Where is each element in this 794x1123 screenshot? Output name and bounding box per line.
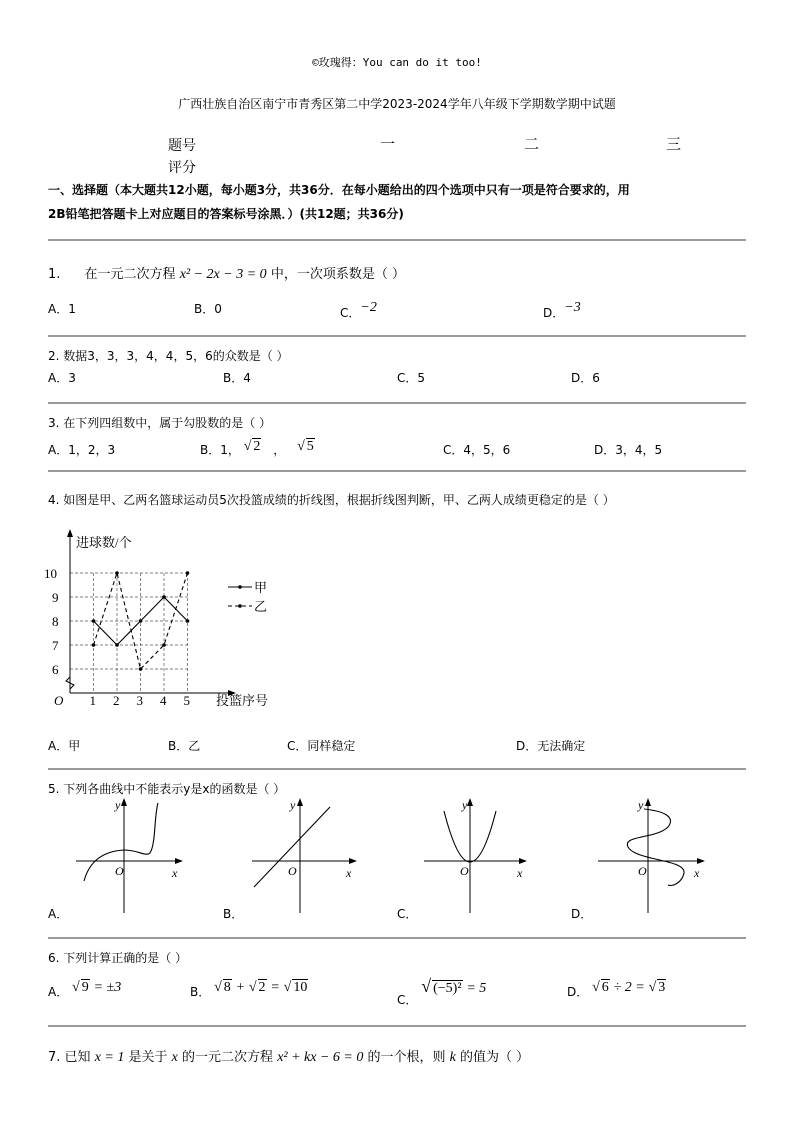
option-label: C．: [397, 993, 418, 1007]
operator: +: [235, 980, 246, 995]
x-tick-label: 5: [183, 693, 190, 708]
x-axis-label: x: [346, 866, 352, 880]
expression: = ±3: [93, 980, 122, 995]
sqrt-symbol: √: [72, 980, 80, 995]
data-point: [115, 571, 119, 575]
option-label: D．: [543, 306, 565, 320]
divider: [48, 768, 746, 770]
option-b[interactable]: B．乙: [168, 739, 201, 753]
score-col-3: 三: [666, 135, 682, 153]
option-label: B．: [190, 985, 211, 999]
sqrt-symbol: √: [214, 980, 222, 995]
origin-label: O: [54, 693, 64, 708]
option-a[interactable]: A．3: [48, 371, 76, 385]
option-c[interactable]: [397, 976, 487, 1007]
y-axis-title: 进球数/个: [76, 535, 132, 550]
function-graph-d: [594, 795, 714, 917]
x-tick-label: 3: [136, 693, 143, 708]
option-b[interactable]: [200, 437, 315, 455]
variable: k: [449, 1050, 456, 1065]
question-1: [48, 263, 405, 283]
y-axis-label: y: [290, 798, 296, 812]
radicand: (−5)²: [433, 981, 462, 996]
question-text: 的一元二次方程: [182, 1050, 274, 1065]
sqrt-symbol: √: [592, 980, 600, 995]
equation: x = 1: [94, 1050, 125, 1065]
function-graph-b: [248, 795, 368, 917]
radicand: 3: [658, 980, 666, 995]
divider: [48, 937, 746, 939]
legend-marker: [238, 604, 242, 608]
radicand: 8: [223, 980, 231, 995]
data-point: [139, 667, 143, 671]
sqrt-symbol: √: [243, 439, 252, 454]
score-row2-label: 评分: [168, 160, 196, 176]
data-point: [186, 571, 190, 575]
y-axis-arrow: [67, 529, 73, 537]
question-number: 7.: [48, 1050, 61, 1065]
option-a[interactable]: [48, 978, 122, 999]
radicand: 6: [601, 980, 609, 995]
radicand: 10: [293, 980, 308, 995]
score-col-2: 二: [524, 135, 540, 153]
y-tick-label: 8: [52, 614, 59, 629]
question-3: 3. 在下列四组数中，属于勾股数的是（ ）: [48, 416, 272, 430]
exam-title: 广西壮族自治区南宁市青秀区第二中学2023-2024学年八年级下学期数学期中试题: [178, 97, 616, 111]
radicand: 2: [258, 980, 266, 995]
equation: x² − 2x − 3 = 0: [179, 267, 267, 282]
option-c[interactable]: C．同样稳定: [287, 739, 356, 753]
data-point: [162, 643, 166, 647]
expression: ÷ 2 =: [613, 980, 645, 995]
x-tick-label: 1: [89, 693, 96, 708]
y-tick-label: 7: [52, 638, 59, 653]
option-c[interactable]: C．4，5，6: [443, 443, 511, 457]
data-point: [139, 619, 143, 623]
origin-label: O: [638, 864, 647, 878]
legend-marker: [238, 585, 242, 589]
option-b[interactable]: B．4: [223, 371, 251, 385]
y-axis-label: y: [462, 798, 468, 812]
legend-label: 乙: [254, 599, 268, 614]
option-c[interactable]: C．: [397, 907, 418, 921]
divider: [48, 239, 746, 241]
equation: x² + kx − 6 = 0: [277, 1050, 364, 1065]
origin-label: O: [288, 864, 297, 878]
question-text: 是关于: [128, 1050, 168, 1065]
section-heading-line2: 2B铅笔把答题卡上对应题目的答案标号涂黑．）(共12题；共36分): [48, 207, 404, 221]
option-c[interactable]: C．5: [397, 371, 426, 385]
y-tick-label: 9: [52, 590, 59, 605]
y-axis-label: y: [115, 798, 121, 812]
question-6: 6. 下列计算正确的是（ ）: [48, 951, 188, 965]
expression: = 5: [466, 981, 487, 996]
sqrt-symbol: √: [248, 980, 257, 995]
option-a[interactable]: A．1，2，3: [48, 443, 116, 457]
page-header: ©玫瑰得：You can do it too!: [312, 56, 482, 69]
sqrt-symbol: √: [648, 980, 657, 995]
data-point: [162, 595, 166, 599]
option-value: −2: [360, 300, 377, 315]
function-graph-c: [420, 795, 540, 917]
data-point: [186, 619, 190, 623]
option-b[interactable]: [190, 978, 308, 999]
option-d[interactable]: [567, 978, 666, 999]
data-point: [115, 643, 119, 647]
divider: [48, 470, 746, 472]
option-b[interactable]: B．0: [194, 302, 222, 316]
option-c[interactable]: [340, 298, 377, 320]
question-4: 4. 如图是甲、乙两名篮球运动员5次投篮成绩的折线图，根据折线图判断，甲、乙两人成绩更稳定的是（ ）: [48, 493, 615, 507]
option-a[interactable]: A．甲: [48, 739, 81, 753]
question-text: 中，一次项系数是（ ）: [270, 267, 405, 282]
sqrt-symbol: √: [297, 439, 305, 454]
question-7: [48, 1046, 529, 1066]
origin-label: O: [115, 864, 124, 878]
option-a[interactable]: A．: [48, 907, 69, 921]
function-graph-a: [70, 795, 190, 917]
variable: x: [171, 1050, 178, 1065]
question-text: 已知: [64, 1050, 91, 1065]
separator: ，: [273, 443, 286, 457]
x-tick-label: 4: [160, 693, 167, 708]
y-tick-label: 10: [44, 566, 57, 581]
divider: [48, 1025, 746, 1027]
option-label: B．1，: [200, 443, 240, 457]
origin-label: O: [460, 864, 469, 878]
x-tick-label: 2: [113, 693, 120, 708]
radicand: 2: [253, 439, 261, 454]
question-text: 在一元二次方程: [84, 267, 176, 282]
score-col-1: 一: [380, 135, 396, 153]
option-d[interactable]: [543, 298, 581, 320]
option-d[interactable]: D．: [571, 907, 593, 921]
y-axis-label: y: [638, 798, 644, 812]
divider: [48, 335, 746, 337]
x-axis-label: x: [694, 866, 700, 880]
question-5: 5. 下列各曲线中不能表示y是x的函数是（ ）: [48, 782, 286, 796]
question-2: 2. 数据3，3，3，4，4，5，6的众数是（ ）: [48, 349, 289, 363]
sqrt-symbol: √: [283, 980, 292, 995]
option-label: C．: [340, 306, 361, 320]
option-value: −3: [564, 300, 581, 315]
data-point: [92, 643, 96, 647]
option-a[interactable]: A．1: [48, 302, 76, 316]
line-chart: [40, 525, 300, 725]
option-label: D．: [567, 985, 589, 999]
x-axis-label: x: [172, 866, 178, 880]
option-label: A．: [48, 985, 69, 999]
option-d[interactable]: D．6: [571, 371, 600, 385]
section-heading-line1: 一、选择题（本大题共12小题，每小题3分，共36分．在每小题给出的四个选项中只有一项是符合要求的，用: [48, 183, 630, 197]
question-text: 的一个根，则: [367, 1050, 446, 1065]
score-row-label: 题号: [168, 138, 196, 154]
divider: [48, 402, 746, 404]
radicand: 9: [81, 980, 89, 995]
data-point: [92, 619, 96, 623]
option-d[interactable]: D．无法确定: [516, 739, 586, 753]
question-number: 1.: [48, 267, 61, 282]
legend-label: 甲: [254, 580, 268, 595]
option-b[interactable]: B．: [223, 907, 244, 921]
option-d[interactable]: D．3，4，5: [594, 443, 663, 457]
question-text: 的值为（ ）: [460, 1050, 530, 1065]
y-tick-label: 6: [52, 662, 59, 677]
x-axis-label: x: [517, 866, 523, 880]
sqrt-symbol: √: [421, 976, 432, 996]
x-axis-title: 投篮序号: [216, 693, 269, 708]
radicand: 5: [306, 439, 314, 454]
operator: =: [270, 980, 280, 995]
